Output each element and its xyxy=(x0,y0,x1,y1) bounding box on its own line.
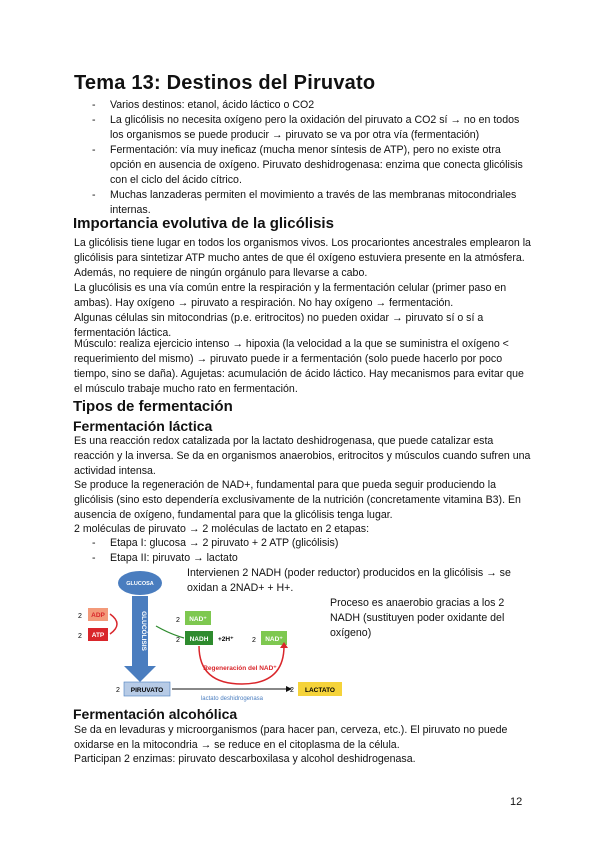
piruvato-count: 2 xyxy=(116,687,120,694)
nad-count: 2 xyxy=(176,617,180,624)
subsection-heading: Fermentación alcohólica xyxy=(73,706,238,722)
nadh-label: NADH xyxy=(189,636,209,643)
h-plus-label: +2H⁺ xyxy=(218,636,234,643)
paragraph: Se produce la regeneración de NAD+, fundamental para que pueda seguir produciendo la glicólisis (sino esto dependería exclusivamente de la nutrición (concretamente vitamina B3). En ausencia de oxígeno, fundamental para que la glicólisis tenga lugar. xyxy=(74,479,521,521)
atp-count: 2 xyxy=(78,633,82,640)
regeneracion-label: Regeneración del NAD⁺ xyxy=(203,665,277,672)
diagram-note: Intervienen 2 NADH (poder reductor) producidos en la glicólisis → se oxidan a 2NAD+ + H+. xyxy=(187,567,511,594)
lactato-label: LACTATO xyxy=(305,687,335,694)
paragraph: Músculo: realiza ejercicio intenso → hipoxia (la velocidad a la que se suministra el oxígeno < requerimiento del mismo) → piruvato puede ir a fermentación (solo puede hacerlo por poco tiempo, sino se daña). Agujetas: acumulación de ácido láctico. Hay mecanismos para evitar que el músculo trabaje mucho rato en fermentación. xyxy=(74,338,524,395)
paragraph: La glicólisis tiene lugar en todos los organismos vivos. Los procariontes ancestrales emplearon la glicólisis para sintetizar ATP mucho antes de que él oxígeno estuviera presente en la atmósfera. Además, no requiere de ningún orgánulo para llevarse a cabo. xyxy=(74,237,531,279)
paragraph: Participan 2 enzimas: piruvato descarboxilasa y alcohol deshidrogenasa. xyxy=(74,753,416,765)
adp-count: 2 xyxy=(78,613,82,620)
nadh-count: 2 xyxy=(176,637,180,644)
piruvato-label: PIRUVATO xyxy=(130,687,164,694)
paragraph: Algunas células sin mitocondrias (p.e. eritrocitos) no pueden oxidar → piruvato sí o sí a fermentación láctica. xyxy=(74,312,484,339)
list-item: - Etapa II: piruvato → lactato xyxy=(92,551,532,566)
lactato-count: 2 xyxy=(290,687,294,694)
adp-label: ADP xyxy=(91,612,105,619)
paragraph: Es una reacción redox catalizada por la lactato deshidrogenasa, que puede catalizar esta reacción y la inversa. Se da en organismos anaerobios, eritrocitos y músculos cuando sufren una actividad intensa. xyxy=(74,435,531,477)
page-number: 12 xyxy=(510,796,523,808)
enzyme-label: lactato deshidrogenasa xyxy=(200,696,264,702)
section-heading: Importancia evolutiva de la glicólisis xyxy=(73,215,334,232)
nad-right-label: NAD⁺ xyxy=(265,636,283,643)
list-item: - La glicólisis no necesita oxígeno pero la oxidación del piruvato a CO2 sí → no en todos los organismos se puede producir → piruvato se va por otra vía (fermentación) xyxy=(92,113,532,143)
intro-bullet-list xyxy=(92,98,532,218)
list-item: - Etapa I: glucosa → 2 piruvato + 2 ATP (glicólisis) xyxy=(92,536,532,551)
nad-label: NAD⁺ xyxy=(189,616,207,623)
adp-atp-arrow xyxy=(110,614,117,634)
paragraph: 2 moléculas de piruvato → 2 moléculas de lactato en 2 etapas: xyxy=(74,523,370,535)
stages-list xyxy=(92,536,532,566)
list-item: - Muchas lanzaderas permiten el movimiento a través de las membranas mitocondriales internas. xyxy=(92,188,532,218)
glycolysis-arrow-head xyxy=(124,666,156,682)
glucolisis-label: GLUCÓLISIS xyxy=(140,611,147,651)
list-item: - Varios destinos: etanol, ácido láctico o CO2 xyxy=(92,98,532,113)
subsection-heading: Fermentación láctica xyxy=(73,418,213,434)
section-heading: Tipos de fermentación xyxy=(73,398,233,415)
list-item: - Fermentación: vía muy ineficaz (mucha menor síntesis de ATP), pero no existe otra opción en ausencia de oxígeno. Piruvato deshidrogenasa: enzima que conecta glicólisis con el ciclo del ácido cítrico. xyxy=(92,143,532,188)
nad-right-count: 2 xyxy=(252,637,256,644)
paragraph: La glucólisis es una vía común entre la respiración y la fermentación celular (primer paso en ambas). Hay oxígeno → piruvato a respiración. No hay oxígeno → fermentación. xyxy=(74,282,507,309)
page-title: Tema 13: Destinos del Piruvato xyxy=(74,72,376,94)
paragraph: Se da en levaduras y microorganismos (para hacer pan, cerveza, etc.). El piruvato no puede oxidarse en la mitocondria → se reduce en el citoplasma de la célula. xyxy=(74,724,508,751)
diagram-note: Proceso es anaerobio gracias a los 2 NADH (sustituyen poder oxidante del oxígeno) xyxy=(330,597,505,639)
atp-label: ATP xyxy=(91,632,105,639)
glucosa-label: GLUCOSA xyxy=(126,581,154,587)
